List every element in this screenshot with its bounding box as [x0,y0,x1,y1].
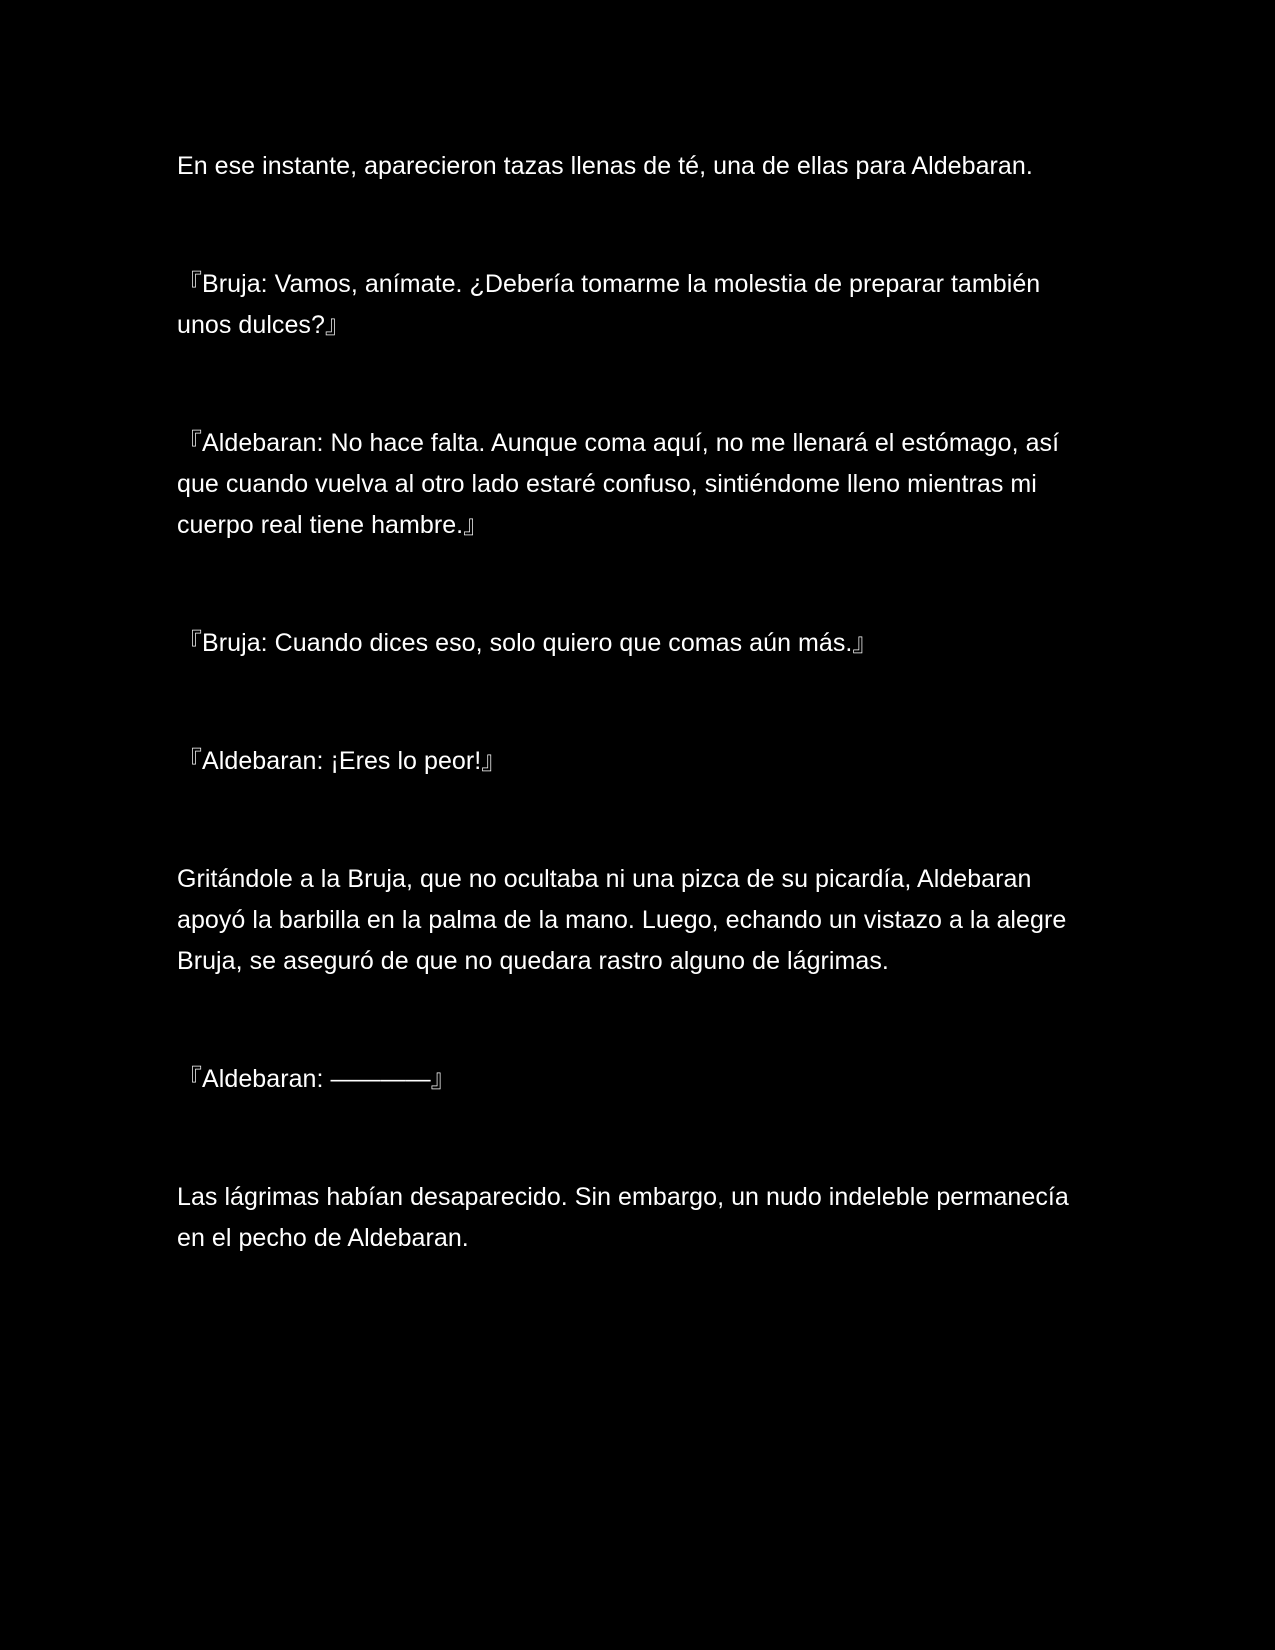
paragraph-spacer [177,982,1092,1059]
dialogue-aldebaran-stomach: 『Aldebaran: No hace falta. Aunque coma aquí, no me llenará el estómago, así que cuando vuelva al otro lado estaré confuso, sintiéndome lleno mientras mi cuerpo real tiene hambre.』 [177,429,1060,539]
narration-paragraph-knot: Las lágrimas habían desaparecido. Sin embargo, un nudo indeleble permanecía en el pecho de Aldebaran. [177,1183,1069,1252]
narration-paragraph-tea: En ese instante, aparecieron tazas llenas de té, una de ellas para Aldebaran. [177,152,1033,180]
paragraph-spacer [177,664,1092,741]
dialogue-aldebaran-worst: 『Aldebaran: ¡Eres lo peor!』 [177,747,507,775]
paragraph-spacer [177,1100,1092,1177]
dialogue-bruja-eat-more: 『Bruja: Cuando dices eso, solo quiero que comas aún más.』 [177,629,878,657]
paragraph-spacer [177,546,1092,623]
narration-paragraph-tears: Gritándole a la Bruja, que no ocultaba ni una pizca de su picardía, Aldebaran apoyó la barbilla en la palma de la mano. Luego, echando un vistazo a la alegre Bruja, se aseguró de que no quedara rastro alguno de lágrimas. [177,865,1067,975]
paragraph-spacer [177,782,1092,859]
document-body [177,146,1092,1259]
dialogue-aldebaran-silence: 『Aldebaran: ————』 [177,1065,456,1093]
paragraph-spacer [177,346,1092,423]
paragraph-spacer [177,187,1092,264]
dialogue-bruja-sweets: 『Bruja: Vamos, anímate. ¿Debería tomarme la molestia de preparar también unos dulces?』 [177,270,1041,339]
